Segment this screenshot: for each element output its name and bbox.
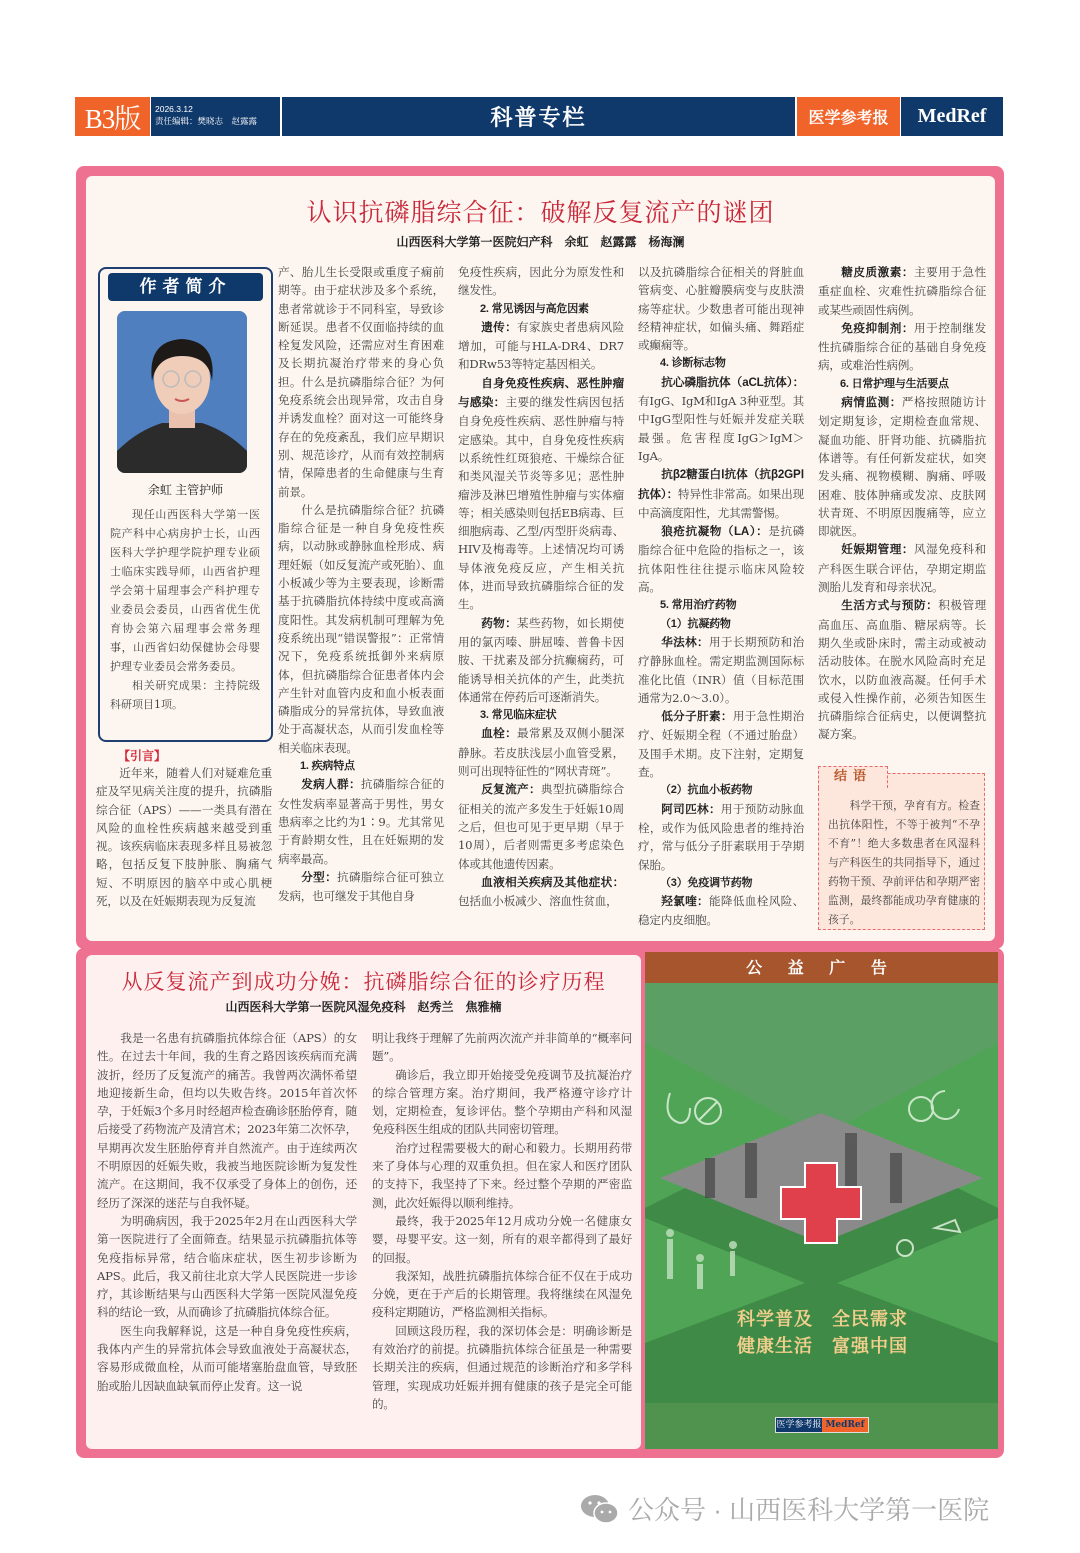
intro-label: 【引言】	[118, 749, 167, 763]
paragraph	[818, 263, 986, 319]
watermark-text: 公众号 · 山西医科大学第一医院	[628, 1495, 990, 1525]
issue-meta	[151, 97, 280, 136]
paragraph-text: 包括血小板减少、溶血性贫血，	[458, 894, 618, 909]
paragraph-lead: 狼疮抗凝物（LA）：	[661, 525, 769, 539]
ad-graphic	[645, 983, 998, 1449]
paragraph-lead: 发病人群：	[301, 778, 361, 792]
paragraph-lead: 药物：	[481, 616, 518, 630]
paragraph-text: 用于长期预防和治疗静脉血栓。需定期监测国际标准化比值（INR）值（目标范围通常为2.0～3.0）。	[638, 634, 805, 705]
article1-column-2	[278, 263, 444, 905]
paragraph-lead: 血栓：	[481, 727, 518, 741]
paragraph	[372, 1322, 632, 1413]
paragraph-text: 主要的继发性病因包括自身免疫性疾病、恶性肿瘤与特定感染。其中，自身免疫性疾病以系统性红斑狼疮、干燥综合征和类风湿关节炎等多见；恶性肿瘤涉及淋巴增殖性肿瘤与实体瘤等；相关感染则包括EB病毒、巨细胞病毒、乙型/丙型肝炎病毒、HIV及梅毒等。上述情况均可诱导体液免疫反应，产生相关抗体，进而导致抗磷脂综合征的发生。	[458, 395, 624, 612]
paragraph-text: 2. 常见诱因与高危因素	[480, 302, 589, 315]
article1-column-3	[458, 263, 624, 910]
section-heading	[638, 596, 804, 614]
paragraph-text: 主要用于急性重症血栓、灾难性抗磷脂综合征或某些顽固性病例。	[818, 265, 986, 317]
paragraph-text: 6. 日常护理与生活要点	[840, 377, 949, 390]
paragraph-text: 最终，我于2025年12月成功分娩一名健康女婴，母婴平安。这一刻，所有的艰辛都得到了最好的回报。	[372, 1213, 632, 1265]
paragraph-lead: 羟氯喹：	[661, 895, 709, 909]
paragraph-text: 回顾这段历程，我的深切体会是：明确诊断是有效治疗的前提。抗磷脂抗体综合征虽是一种需要长期关注的疾病，但通过规范的诊断治疗和多学科管理，实现成功妊娠并拥有健康的孩子是完全可能的。	[372, 1323, 632, 1411]
paragraph	[458, 614, 624, 706]
paragraph	[458, 780, 624, 872]
paragraph	[372, 1212, 632, 1267]
paragraph-lead: 反复流产：	[481, 783, 541, 797]
conclusion-box	[818, 769, 985, 930]
author-photo	[117, 311, 247, 473]
ad-logo-en: MedRef	[822, 1418, 868, 1432]
paragraph-text: 1. 疾病特点	[300, 760, 355, 773]
paragraph-text: 某些药物，如长期使用的氯丙嗪、肼屈嗪、普鲁卡因胺、干扰素及部分抗癫痫药，可能诱导相关抗体的产生，此类抗体通常在停药后可逐渐消失。	[458, 615, 624, 704]
paragraph-text: 近年来，随着人们对疑难危重症及罕见病关注度的提升，抗磷脂综合征（APS）——一类具有潜在风险的血栓性疾病越来越受到重视。该疾病临床表现多样且易被忽略，包括反复下肢肿胀、胸痛气短、不明原因的脑卒中或心肌梗死，以及在妊娠期表现为反复流	[96, 766, 272, 909]
paragraph-lead: 糖皮质激素：	[841, 266, 914, 279]
paragraph-lead: 自身免疫性疾病、恶性肿瘤与感染：	[458, 376, 624, 410]
ad-slogan-1: 科学普及 全民需求	[737, 1309, 908, 1329]
conclusion-text: 科学干预，孕育有方。检查出抗体阳性，不等于被判“不孕不育”！绝大多数患者在风湿科与产科医生的共同指导下，通过药物干预、孕前评估和孕期严密监测，最终都能成功孕育健康的孩子。	[828, 799, 980, 926]
paragraph	[278, 775, 444, 867]
author-bio-paragraph: 相关研究成果：主持院级科研项目1项。	[110, 679, 260, 711]
paragraph	[97, 1029, 357, 1212]
paragraph-text: （2）抗血小板药物	[660, 784, 753, 797]
paragraph-text: 4. 诊断标志物	[660, 357, 726, 370]
paragraph	[458, 873, 624, 911]
paragraph-text: 用于控制继发性抗磷脂综合征的基础自身免疫病，或难治性病例。	[818, 320, 986, 373]
paragraph-text: 风湿免疫科和产科医生联合评估，孕期定期监测胎儿发育和母亲状况。	[818, 542, 986, 595]
author-bio	[110, 505, 260, 714]
article2-byline: 山西医科大学第一医院风湿免疫科 赵秀兰 焦雅楠	[225, 1000, 502, 1014]
paragraph-text: 抗磷脂综合征的女性发病率显著高于男性，男女患病率之比约为1∶9。尤其常见于育龄期女性，且在妊娠期的发病率最高。	[278, 777, 444, 866]
paragraph-text: 明让我终于理解了先前两次流产并非简单的“概率问题”。	[372, 1031, 632, 1064]
page-number: B3版	[75, 97, 150, 136]
paragraph	[638, 373, 804, 465]
paragraph-text: 什么是抗磷脂综合征？抗磷脂综合征是一种自身免疫性疾病，以动脉或静脉血栓形成、病理妊娠（如反复流产或死胎）、血小板减少等为主要表现，诊断需基于抗磷脂抗体持续中度或高滴度阳性。其发病机制可理解为免疫系统出现“错误警报”：正常情况下，免疫系统抵御外来病原体，但抗磷脂综合征患者体内会产生针对血管内皮和血小板表面磷脂成分的异常抗体，导致血液处于高凝状态，从而引发血栓等相关临床表现。	[278, 502, 444, 755]
article1-column-4	[638, 263, 804, 930]
section-heading	[818, 375, 986, 393]
paragraph	[638, 263, 804, 354]
section-heading	[458, 300, 624, 318]
paragraph	[638, 522, 804, 596]
paragraph-text: 有IgG、IgM和IgA 3种亚型。其中IgG型阳性与妊娠并发症关联最强。危害程度IgG＞IgM＞IgA。	[638, 394, 804, 463]
paragraph	[638, 465, 804, 522]
paragraph-text: 3. 常见临床症状	[480, 709, 557, 722]
section-heading	[638, 781, 804, 799]
editors: 责任编辑：樊晓志 赵露露	[155, 116, 258, 126]
paragraph-text: 用于预防动脉血栓，或作为低风险患者的维持治疗，常与低分子肝素联用于孕期保胎。	[638, 801, 804, 872]
paragraph	[818, 393, 986, 540]
paragraph-text: 抗磷脂综合征可独立发病，也可继发于其他自身	[278, 869, 444, 904]
paragraph	[278, 263, 444, 501]
paragraph	[638, 633, 804, 707]
paragraph	[372, 1139, 632, 1212]
section-heading	[638, 615, 804, 633]
paragraph	[97, 1212, 357, 1322]
article1-column-5	[818, 263, 986, 744]
author-box-title: 作者简介	[108, 273, 263, 301]
paragraph-lead: 病情监测：	[841, 396, 902, 410]
paragraph	[458, 318, 624, 374]
paragraph-lead: 华法林：	[661, 635, 709, 649]
paragraph-text: 我深知，战胜抗磷脂抗体综合征不仅在于成功分娩，更在于产后的长期管理。我将继续在风湿免疫科定期随访，严格监测相关指标。	[372, 1268, 632, 1320]
paragraph-text: 最常累及双侧小腿深静脉。若皮肤浅层小血管受累，则可出现特征性的“网状青斑”。	[458, 726, 624, 779]
paragraph-text: 用于急性期治疗、妊娠期全程（不通过胎盘）及围手术期。皮下注射，定期复查。	[638, 709, 804, 780]
paragraph-text: 5. 常用治疗药物	[660, 599, 737, 612]
paragraph-lead: 低分子肝素：	[661, 710, 733, 724]
paragraph-text: 特异性非常高。如果出现中高滴度阳性，尤其需警惕。	[638, 486, 804, 520]
section-heading	[278, 757, 444, 775]
paragraph-text: 是抗磷脂综合征中危险的指标之一，该抗体阳性往往提示临床风险较高。	[638, 524, 805, 595]
paragraph-text: 治疗过程需要极大的耐心和毅力。长期用药带来了身体与心理的双重负担。但在家人和医疗团队的支持下，我坚持了下来。经过整个孕期的严密监测，此次妊娠得以顺利维持。	[372, 1140, 632, 1210]
paragraph-text: 免疫性疾病，因此分为原发性和继发性。	[458, 265, 624, 298]
paragraph-lead: 抗β2糖蛋白Ⅰ抗体（抗β2GPⅠ抗体）：	[638, 468, 804, 501]
paragraph	[372, 1066, 632, 1139]
paragraph-lead: 血液相关疾病及其他症状：	[481, 875, 624, 889]
paragraph-lead: 抗心磷脂抗体（aCL抗体）：	[661, 375, 804, 389]
conclusion-label: 结语	[818, 766, 888, 788]
ad-logo-cn: 医学参考报	[776, 1420, 822, 1430]
article2-title: 从反复流产到成功分娩：抗磷脂综合征的诊疗历程	[121, 971, 606, 994]
paragraph	[97, 1322, 357, 1395]
paragraph	[278, 868, 444, 906]
article1-title: 认识抗磷脂综合征：破解反复流产的谜团	[306, 199, 775, 227]
paragraph-text: 确诊后，我立即开始接受免疫调节及抗凝治疗的综合管理方案。治疗期间，我严格遵守诊疗计划，定期检查，复诊评估。整个孕期由产科和风湿免疫科医生组成的团队共同密切管理。	[372, 1067, 632, 1137]
paragraph	[638, 800, 804, 874]
author-bio-paragraph: 现任山西医科大学第一医院产科中心病房护士长，山西医科大学护理学院护理专业硕士临床实践导师，山西省护理学会第十届理事会产科护理专业委员会委员，山西省优生优育协会第六届理事会常务理事，山西省妇幼保健协会母婴护理专业委员会常务委员。	[110, 508, 260, 673]
paragraph	[458, 374, 624, 614]
paragraph-text: 严格按照随访计划定期复诊，定期检查血常规、凝血功能、肝肾功能、抗磷脂抗体谱等。有任何新发症状，如突发头痛、视物模糊、胸痛、呼吸困难、肢体肿痛或发凉、皮肤网状青斑、不明原因腹痛等，应立即就医。	[818, 395, 986, 539]
paragraph-text: 为明确病因，我于2025年2月在山西医科大学第一医院进行了全面筛查。结果显示抗磷脂抗体等免疫指标异常，结合临床症状，医生初步诊断为APS。此后，我又前往北京大学人民医院进一步诊疗，其诊断结果与山西医科大学第一医院风湿免疫科的结论一致，从而确诊了抗磷脂抗体综合征。	[97, 1213, 357, 1320]
paragraph-text: 能降低血栓风险、稳定内皮细胞。	[638, 894, 805, 928]
paragraph	[458, 724, 624, 780]
paragraph	[818, 319, 986, 375]
section-heading	[638, 354, 804, 372]
paragraph	[818, 596, 986, 743]
paragraph-lead: 妊娠期管理：	[841, 543, 914, 557]
paragraph	[818, 540, 986, 596]
paragraph	[638, 707, 804, 781]
article2-column-1	[97, 1029, 357, 1395]
section-heading	[638, 874, 804, 892]
section-title: 科普专栏	[282, 97, 795, 136]
paragraph	[278, 501, 444, 757]
paragraph-text: 产、胎儿生长受限或重度子痫前期等。由于症状涉及多个系统，患者常就诊于不同科室，导致诊断延误。患者不仅面临持续的血栓复发风险，还需应对生育困难及长期抗凝治疗带来的身心负担。什么是抗磷脂综合征？为何免疫系统会出现异常，攻击自身并诱发血栓？面对这一可能终身存在的免疫紊乱，我们应早期识别、规范诊疗，从而有效控制病情，保障患者的生命健康与生育前景。	[278, 265, 444, 499]
paragraph	[638, 892, 804, 930]
paragraph	[96, 764, 272, 910]
paragraph-lead: 阿司匹林：	[661, 802, 721, 816]
brand-logo-en: MedRef	[901, 97, 1003, 136]
paragraph-lead: 免疫抑制剂：	[841, 321, 914, 335]
section-heading	[458, 706, 624, 724]
paragraph-text: 我是一名患有抗磷脂抗体综合征（APS）的女性。在过去十年间，我的生育之路因该疾病而充满波折，经历了反复流产的痛苦。我曾两次满怀希望地迎接新生命，但均以失败告终。2015年首次怀孕，于妊娠3个多月时经超声检查确诊胚胎停育，随后接受了药物流产及清宫术；2023年第二次怀孕，早期再次发生胚胎停育并自然流产。由于连续两次不明原因的妊娠失败，我被当地医院诊断为复发性流产。在这期间，我不仅承受了身体上的创伤，还经历了深深的迷茫与自我怀疑。	[97, 1031, 357, 1210]
ad-brand-logo	[775, 1417, 869, 1433]
paragraph	[372, 1029, 632, 1066]
paragraph	[458, 263, 624, 300]
article1-byline: 山西医科大学第一医院妇产科 余虹 赵露露 杨海澜	[396, 235, 685, 249]
public-service-ad	[645, 952, 998, 1449]
author-name: 余虹 主管护师	[147, 483, 224, 497]
paragraph-lead: 遗传：	[481, 320, 518, 334]
paragraph-text: 以及抗磷脂综合征相关的肾脏血管病变、心脏瓣膜病变与皮肤溃疡等症状。少数患者可能出现神经精神症状，如偏头痛、舞蹈症或癫痫等。	[638, 265, 804, 353]
brand-logo: 医学参考报	[797, 97, 900, 136]
wechat-icon	[580, 1493, 620, 1525]
issue-date: 2026.3.12	[155, 104, 193, 114]
article2-column-2	[372, 1029, 632, 1413]
watermark	[580, 1490, 989, 1527]
paragraph	[372, 1267, 632, 1322]
ad-title: 公 益 广 告	[645, 952, 998, 983]
paragraph-text: 有家族史者患病风险增加，可能与HLA-DR4、DR7和DRw53等特定基因相关。	[458, 319, 624, 372]
paragraph-text: （3）免疫调节药物	[660, 876, 753, 889]
paragraph-text: （1）抗凝药物	[660, 617, 731, 630]
paragraph-text: 积极管理高血压、高血脂、糖尿病等。长期久坐或卧床时，需主动或被动活动肢体。在脱水风险高时充足饮水，以防血液高凝。任何手术或侵入性操作前，必须告知医生抗磷脂综合征病史，以便调整抗凝方案。	[818, 598, 986, 742]
ad-slogan-2: 健康生活 富强中国	[737, 1336, 908, 1356]
paragraph-lead: 分型：	[301, 870, 338, 884]
paragraph-lead: 生活方式与预防：	[841, 599, 939, 613]
article1-column-1	[96, 764, 272, 910]
paragraph-text: 医生向我解释说，这是一种自身免疫性疾病，我体内产生的异常抗体会导致血液处于高凝状态，容易形成微血栓，从而可能堵塞胎盘血管，导致胚胎或胎儿因缺血缺氧而停止发育。这一说	[97, 1323, 357, 1393]
author-box	[98, 267, 273, 742]
paragraph-text: 典型抗磷脂综合征相关的流产多发生于妊娠10周之后，但也可见于更早期（早于10周），后者则需更多考虑染色体或其他遗传因素。	[458, 782, 624, 871]
